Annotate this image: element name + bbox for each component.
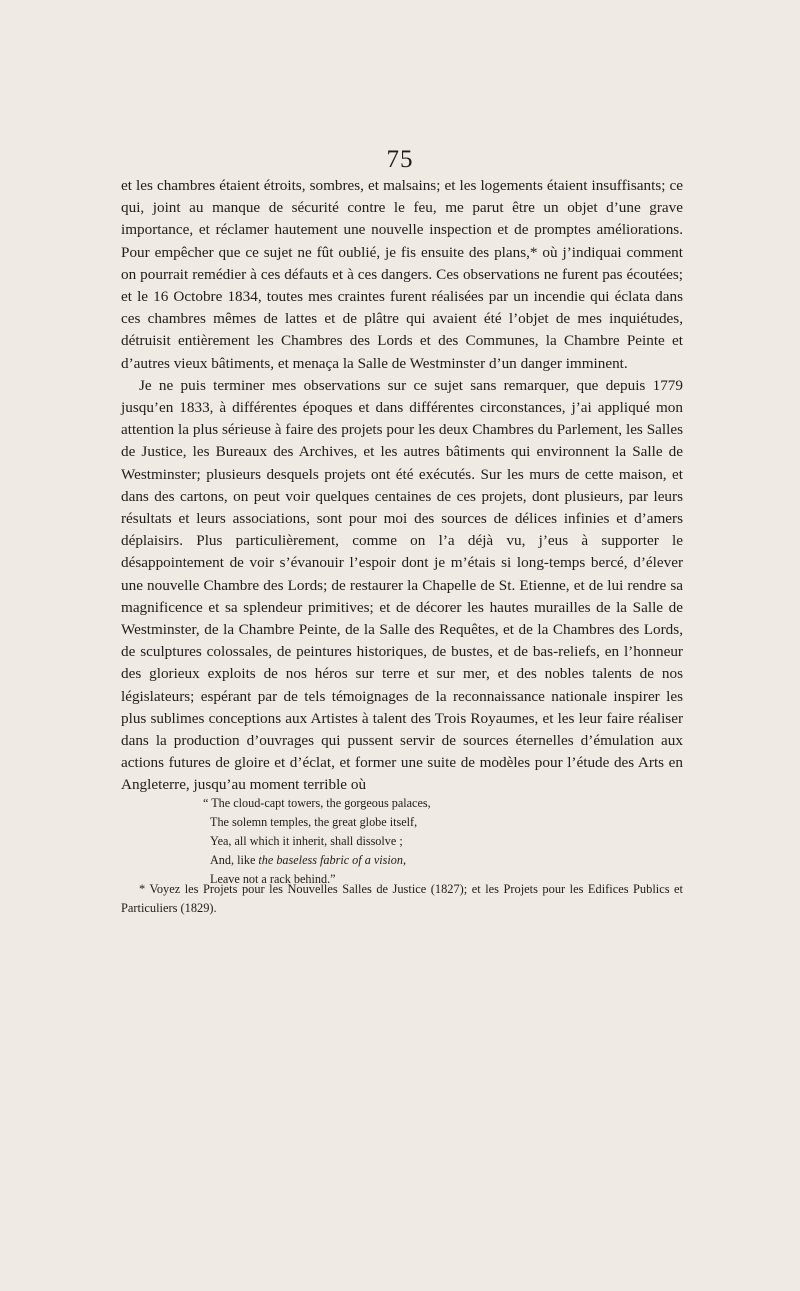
quote-line-4-italic: the baseless fabric of a vision,: [258, 853, 406, 867]
quote-line-4: [203, 851, 663, 870]
quote-line-2: The solemn temples, the great globe itself,: [210, 815, 418, 829]
page-number: 75: [386, 146, 414, 173]
quote-line-5: Leave not a rack behind.”: [210, 872, 336, 886]
quote-line-3: Yea, all which it inherit, shall dissolve ;: [210, 834, 403, 848]
paragraph-1: et les chambres étaient étroits, sombres, et malsains; et les logements étaient insuffisants; ce qui, joint au manque de sécurité contre le feu, me parut être un objet d’une grave importance, et réclamer hautement une nouvelle inspection et de promptes améliorations. Pour empêcher que ce sujet ne fût oublié, je fis ensuite des plans,* où j’indiquai comment on pourrait remédier à ces défauts et à ces dangers. Ces observations ne furent pas écoutées; et le 16 Octobre 1834, toutes mes craintes furent réalisées par un incendie qui éclata dans ces chambres mêmes de lattes et de plâtre qui avaient été l’objet de mes inquiétudes, détruisit entièrement les Chambres des Lords et des Communes, la Chambre Peinte et d’autres vieux bâtiments, et menaça la Salle de Westminster d’un danger imminent.: [121, 177, 683, 372]
paragraph-2: Je ne puis terminer mes observations sur ce sujet sans remarquer, que depuis 1779 jusqu’en 1833, à différentes époques et dans différentes circonstances, j’ai appliqué mon attention la plus sérieuse à faire des projets pour les deux Chambres du Parlement, les Salles de Justice, les Bureaux des Archives, et les autres bâtiments qui environnent la Salle de Westminster; plusieurs desquels projets ont été exécutés. Sur les murs de cette maison, et dans des cartons, on peut voir quelques centaines de ces projets, dont plusieurs, par leurs résultats et leurs associations, sont pour moi des sources de délices infinies et d’amers déplaisirs. Plus particulièrement, comme on l’a déjà vu, j’eus à supporter le désappointement de voir s’évanouir l’espoir dont je m’étais si long-temps bercé, d’élever une nouvelle Chambre des Lords; de restaurer la Chapelle de St. Etienne, et de lui rendre sa magnificence et sa splendeur primitives; et de décorer les hautes murailles de la Salle de Westminster, de la Chambre Peinte, de la Salle des Requêtes, et de la Chambres des Lords, de sculptures colossales, de peintures historiques, de bustes, et de bas-reliefs, en l’honneur des glorieux exploits de nos héros sur terre et sur mer, et des nobles talents de nos législateurs; espérant par de tels témoignages de la reconnaissance nationale inspirer les plus sublimes conceptions aux Artistes à talent des Trois Royaumes, et les leur faire réaliser dans la production d’ouvrages qui pussent servir de sources éternelles d’émulation aux actions futures de gloire et d’éclat, et former une suite de modèles pour l’étude des Arts en Angleterre, jusqu’au moment terrible où: [121, 376, 683, 794]
quote-line-4-start: And, like: [210, 853, 259, 867]
body-text: [121, 175, 683, 797]
quote-line-1: “ The cloud-capt towers, the gorgeous palaces,: [203, 796, 431, 810]
shakespeare-quote: [203, 794, 663, 889]
footnote: * Voyez les Projets pour les Nouvelles Salles de Justice (1827); et les Projets pour les Edifices Publics et Particuliers (1829).: [121, 882, 683, 915]
